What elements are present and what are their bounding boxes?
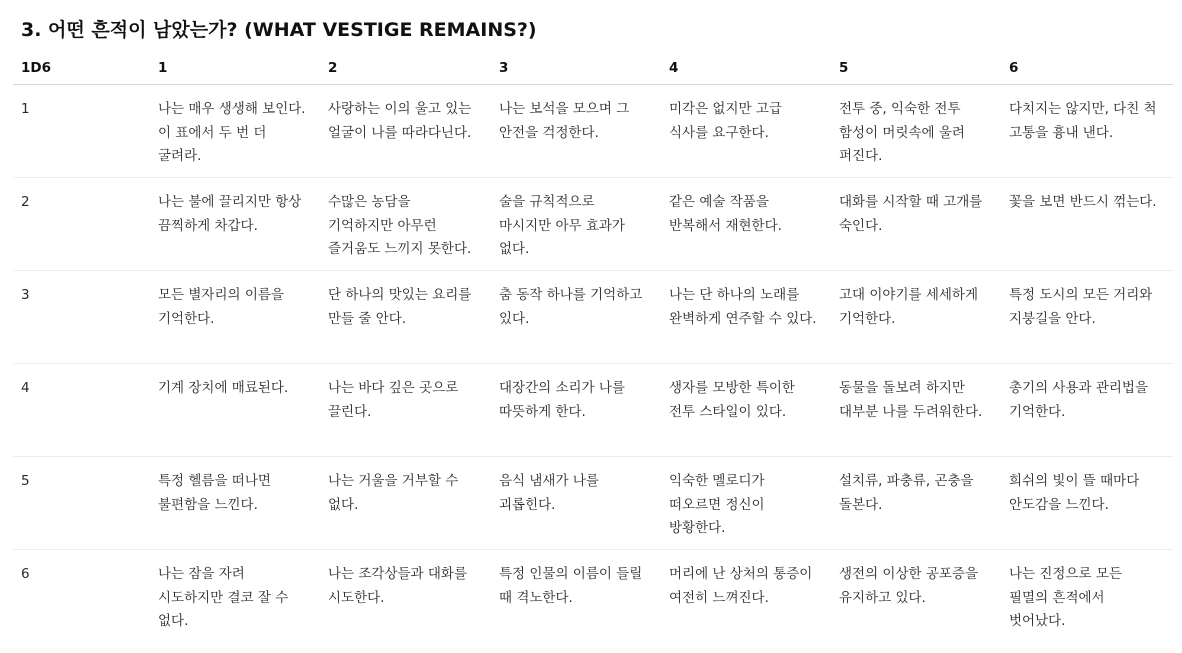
table-cell: 대장간의 소리가 나를 따뜻하게 한다. [491, 364, 661, 457]
table-body [13, 85, 1173, 643]
table-cell: 희쉬의 빛이 뜰 때마다 안도감을 느낀다. [1001, 457, 1173, 550]
table-header [13, 52, 1173, 85]
table-cell: 단 하나의 맛있는 요리를 만들 줄 안다. [320, 271, 491, 364]
roll-cell: 4 [13, 364, 150, 457]
table-row [13, 178, 1173, 271]
table-cell: 같은 예술 작품을 반복해서 재현한다. [661, 178, 831, 271]
roll-cell: 5 [13, 457, 150, 550]
roll-cell: 6 [21, 566, 30, 582]
header-cell-5: 5 [831, 52, 1001, 85]
table-cell: 총기의 사용과 관리법을 기억한다. [1001, 364, 1173, 457]
table-cell: 술을 규칙적으로 마시지만 아무 효과가 없다. [491, 178, 661, 271]
table-cell: 미각은 없지만 고급 식사를 요구한다. [661, 85, 831, 178]
table-cell: 나는 진정으로 모든 필멸의 흔적에서 벗어났다. [1009, 566, 1122, 629]
table-cell: 대화를 시작할 때 고개를 숙인다. [831, 178, 1001, 271]
header-cell-roll: 1D6 [13, 52, 150, 85]
table-cell: 다치지는 않지만, 다친 척 고통을 흉내 낸다. [1001, 85, 1173, 178]
table-cell: 기계 장치에 매료된다. [150, 364, 320, 457]
table-cell: 나는 거울을 거부할 수 없다. [320, 457, 491, 550]
header-cell-3: 3 [491, 52, 661, 85]
table-cell: 나는 보석을 모으며 그 안전을 걱정한다. [491, 85, 661, 178]
table-cell: 나는 조각상들과 대화를 시도한다. [328, 566, 467, 606]
header-cell-4: 4 [661, 52, 831, 85]
table-cell: 설치류, 파충류, 곤충을 돌본다. [831, 457, 1001, 550]
table-cell: 전투 중, 익숙한 전투 함성이 머릿속에 울려 퍼진다. [831, 85, 1001, 178]
header-cell-6: 6 [1001, 52, 1173, 85]
header-cell-2: 2 [320, 52, 491, 85]
roll-cell: 2 [13, 178, 150, 271]
table-cell: 나는 바다 깊은 곳으로 끌린다. [320, 364, 491, 457]
vestige-table [13, 52, 1173, 643]
table-row [13, 364, 1173, 457]
table-cell: 나는 잠을 자려 시도하지만 결코 잘 수 없다. [158, 566, 289, 629]
table-cell: 고대 이야기를 세세하게 기억한다. [831, 271, 1001, 364]
header-row [13, 52, 1173, 85]
table-row [13, 550, 1173, 643]
table-cell: 나는 매우 생생해 보인다. 이 표에서 두 번 더 굴려라. [150, 85, 320, 178]
table-cell: 나는 불에 끌리지만 항상 끔찍하게 차갑다. [150, 178, 320, 271]
table-cell: 머리에 난 상처의 통증이 여전히 느껴진다. [669, 566, 813, 606]
table-cell: 생자를 모방한 특이한 전투 스타일이 있다. [661, 364, 831, 457]
table-cell: 특정 도시의 모든 거리와 지붕길을 안다. [1001, 271, 1173, 364]
table-row [13, 271, 1173, 364]
table-cell: 익숙한 멜로디가 떠오르면 정신이 방황한다. [661, 457, 831, 550]
table-cell: 수많은 농담을 기억하지만 아무런 즐거움도 느끼지 못한다. [320, 178, 491, 271]
roll-cell: 3 [13, 271, 150, 364]
table-row [13, 85, 1173, 178]
header-cell-1: 1 [150, 52, 320, 85]
table-row [13, 457, 1173, 550]
table-cell: 생전의 이상한 공포증을 유지하고 있다. [839, 566, 978, 606]
table-cell: 춤 동작 하나를 기억하고 있다. [491, 271, 661, 364]
table-cell: 꽃을 보면 반드시 꺾는다. [1001, 178, 1173, 271]
table-cell: 특정 인물의 이름이 들릴 때 격노한다. [499, 566, 643, 606]
table-cell: 모든 별자리의 이름을 기억한다. [150, 271, 320, 364]
table-cell: 음식 냄새가 나를 괴롭힌다. [491, 457, 661, 550]
table-cell: 특정 헬름을 떠나면 불편함을 느낀다. [150, 457, 320, 550]
page-title: 3. 어떤 흔적이 남았는가? (WHAT VESTIGE REMAINS?) [21, 19, 537, 41]
roll-cell: 1 [13, 85, 150, 178]
table-cell: 동물을 돌보려 하지만 대부분 나를 두려워한다. [831, 364, 1001, 457]
table-cell: 사랑하는 이의 울고 있는 얼굴이 나를 따라다닌다. [320, 85, 491, 178]
table-cell: 나는 단 하나의 노래를 완벽하게 연주할 수 있다. [661, 271, 831, 364]
